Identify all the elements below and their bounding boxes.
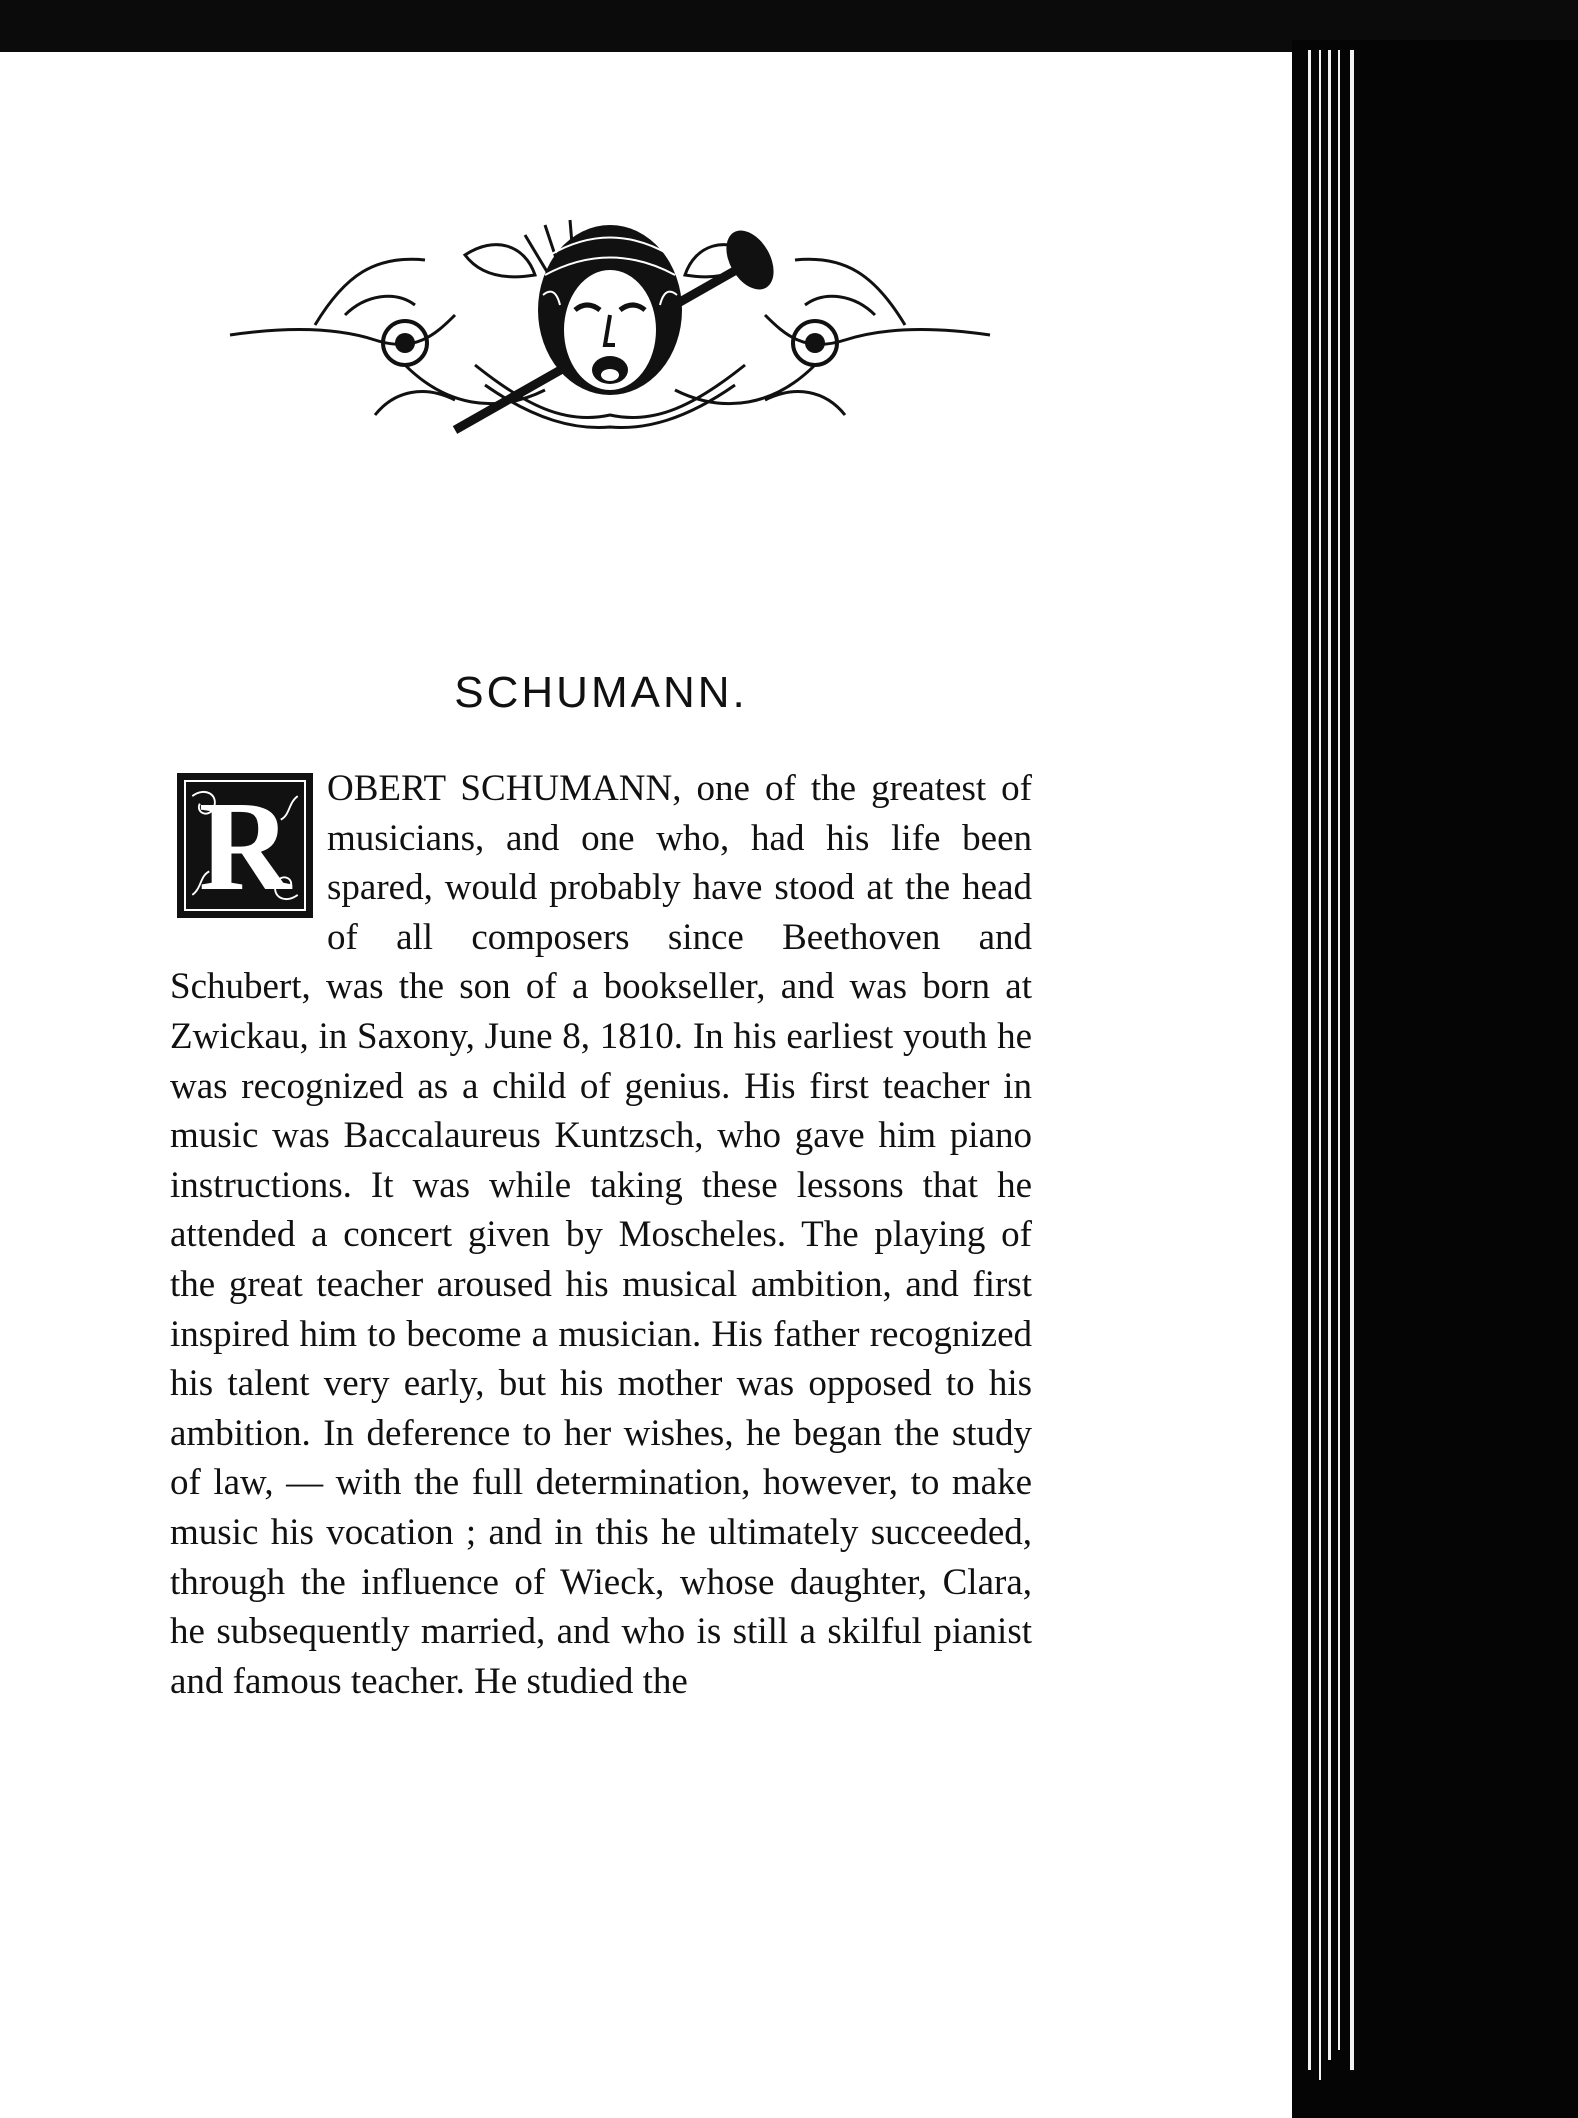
page-edge-line <box>1308 50 1311 2070</box>
drop-cap-letter: R <box>198 774 292 917</box>
book-page-edge <box>1292 40 1578 2118</box>
ornament-headpiece-image <box>225 215 995 455</box>
page-edge-line <box>1338 50 1340 2050</box>
page-edge-line <box>1319 50 1321 2080</box>
body-paragraph <box>170 764 1032 1706</box>
drop-cap-initial <box>177 773 313 918</box>
page-edge-line <box>1350 50 1354 2070</box>
page-edge-line <box>1328 50 1331 2060</box>
paragraph-text: OBERT SCHUMANN, one of the greatest of musicians, and one who, had his life been spared, would probably have stood at the head of all composers since Beethoven and Schubert, was the son of a bookseller, and was born at Zwickau, in Saxony, June 8, 1810. In his earliest youth he was recognized as a child of genius. His first teacher in music was Baccalaureus Kuntzsch, who gave him piano instructions. It was while taking these lessons that he attended a concert given by Moscheles. The playing of the great teacher aroused his musical ambition, and first inspired him to become a musician. His father recognized his talent very early, but his mother was opposed to his ambition. In deference to her wishes, he began the study of law, — with the full determination, however, to make music his vocation ; and in this he ultimately succeeded, through the influence of Wieck, whose daughter, Clara, he subsequently married, and who is still a skilful pianist and famous teacher. He studied the <box>170 768 1032 1702</box>
page-title: SCHUMANN. <box>454 668 748 717</box>
